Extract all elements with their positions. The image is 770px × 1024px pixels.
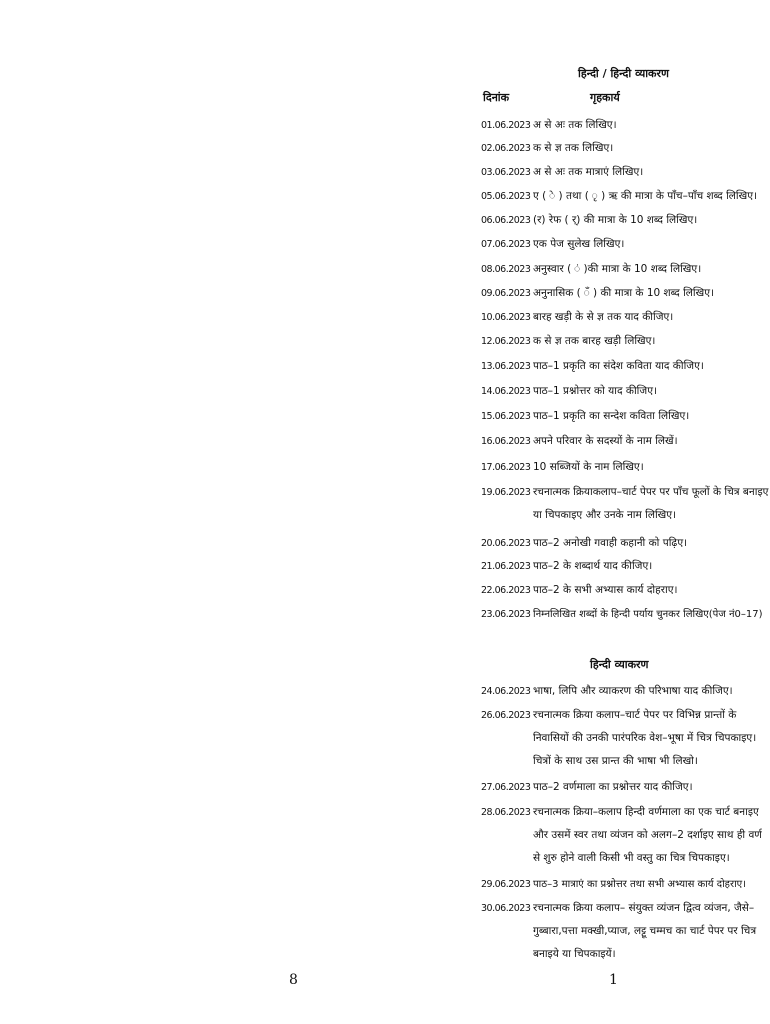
row-homework: 10 सब्जियों के नाम लिखिए। — [533, 461, 644, 473]
list-item — [481, 430, 678, 453]
list-item — [481, 603, 763, 626]
row-date: 21.06.2023 — [481, 561, 531, 572]
row-homework: अनुनासिक ( ँ ) की मात्रा के 10 शब्द लिखिए। — [533, 287, 715, 299]
row-date: 15.06.2023 — [481, 411, 531, 422]
row-homework: ए ( े ) तथा ( ृ ) ऋ की मात्रा के पाँच–पाँच शब्द लिखिए। — [533, 190, 758, 202]
row-homework: बारह खड़ी के से ज्ञ तक याद कीजिए। — [533, 311, 674, 323]
row-date: 03.06.2023 — [481, 167, 531, 178]
section-title-hindi: हिन्दी / हिन्दी व्याकरण — [578, 67, 669, 80]
row-homework: रचनात्मक क्रिया कलाप–चार्ट पेपर पर विभिन्न प्रान्तों के निवासियों की उनकी पारंपरिक वेश–भूषा में चित्र चिपकाइए। चित्रों के साथ उस प्रान्त की भाषा भी लिखो। — [533, 709, 757, 767]
row-date: 17.06.2023 — [481, 462, 531, 473]
list-item — [481, 873, 746, 896]
section-title-grammar: हिन्दी व्याकरण — [590, 658, 649, 671]
list-item — [481, 114, 617, 137]
row-date: 23.06.2023 — [481, 609, 531, 620]
page-number-left: 8 — [289, 972, 298, 988]
row-date: 13.06.2023 — [481, 361, 531, 372]
list-item — [481, 233, 624, 256]
row-homework: निम्नलिखित शब्दों के हिन्दी पर्याय चुनकर लिखिए(पेज नं0–17) — [533, 609, 763, 620]
list-item — [481, 555, 652, 578]
list-item — [481, 306, 673, 329]
row-homework: पाठ–2 के शब्दार्थ याद कीजिए। — [533, 560, 653, 572]
row-homework: पाठ–1 प्रकृति का संदेश कविता याद कीजिए। — [533, 360, 704, 372]
row-date: 14.06.2023 — [481, 386, 531, 397]
row-date: 16.06.2023 — [481, 436, 531, 447]
list-item — [481, 258, 701, 281]
row-date: 09.06.2023 — [481, 288, 531, 299]
list-item — [481, 209, 697, 232]
list-item — [481, 579, 678, 602]
row-date: 10.06.2023 — [481, 312, 531, 323]
list-item — [481, 456, 644, 479]
row-homework: पाठ–2 अनोखी गवाही कहानी को पढ़िए। — [533, 537, 688, 549]
row-homework: अपने परिवार के सदस्यों के नाम लिखें। — [533, 435, 678, 447]
row-date: 05.06.2023 — [481, 191, 531, 202]
list-item — [481, 532, 687, 555]
row-date: 01.06.2023 — [481, 120, 531, 131]
row-date: 07.06.2023 — [481, 239, 531, 250]
list-item — [481, 405, 689, 428]
list-item — [481, 282, 714, 305]
row-date: 27.06.2023 — [481, 782, 531, 793]
row-homework: रचनात्मक क्रिया–कलाप हिन्दी वर्णमाला का एक चार्ट बनाइए और उसमें स्वर तथा व्यंजन को अलग–2 दर्शाइए साथ ही वर्ण से शुरु होने वाली किसी भी वस्तु का चित्र चिपकाइए। — [533, 806, 762, 864]
row-homework: पाठ–2 वर्णमाला का प्रश्नोत्तर याद कीजिए। — [533, 781, 693, 793]
row-date: 22.06.2023 — [481, 585, 531, 596]
row-homework: रचनात्मक क्रियाकलाप–चार्ट पेपर पर पाँच फूलों के चित्र बनाइए या चिपकाइए और उनके नाम लिखिए। — [533, 486, 769, 521]
row-homework: अ से अः तक मात्राएं लिखिए। — [533, 166, 644, 178]
list-item — [481, 481, 770, 527]
list-item — [481, 330, 655, 353]
list-item — [481, 137, 613, 160]
list-item — [481, 776, 693, 799]
row-date: 19.06.2023 — [481, 487, 531, 498]
column-header-homework: गृहकार्य — [590, 91, 620, 104]
row-date: 12.06.2023 — [481, 336, 531, 347]
row-homework: क से ज्ञ तक लिखिए। — [533, 142, 614, 154]
row-homework: पाठ–3 मात्राएं का प्रश्नोत्तर तथा सभी अभ्यास कार्य दोहराए। — [533, 879, 746, 890]
row-date: 20.06.2023 — [481, 538, 531, 549]
row-date: 30.06.2023 — [481, 903, 531, 914]
row-date: 02.06.2023 — [481, 143, 531, 154]
row-homework: पाठ–1 प्रश्नोत्तर को याद कीजिए। — [533, 385, 657, 397]
list-item — [481, 897, 770, 966]
row-homework: पाठ–1 प्रकृति का सन्देश कविता लिखिए। — [533, 410, 690, 422]
list-item — [481, 680, 733, 703]
row-date: 08.06.2023 — [481, 264, 531, 275]
list-item — [481, 704, 770, 773]
row-date: 28.06.2023 — [481, 807, 531, 818]
column-header-date: दिनांक — [483, 91, 510, 104]
page-number-right: 1 — [609, 972, 618, 988]
row-homework: एक पेज सुलेख लिखिए। — [533, 238, 625, 250]
row-homework: क से ज्ञ तक बारह खड़ी लिखिए। — [533, 335, 656, 347]
row-homework: (र) रेफ ( र्) की मात्रा के 10 शब्द लिखिए। — [533, 214, 698, 226]
row-date: 26.06.2023 — [481, 710, 531, 721]
row-homework: भाषा, लिपि और व्याकरण की परिभाषा याद कीजिए। — [533, 685, 733, 697]
row-date: 06.06.2023 — [481, 215, 531, 226]
row-homework: अ से अः तक लिखिए। — [533, 119, 617, 131]
row-homework: अनुस्वार ( ं )की मात्रा के 10 शब्द लिखिए। — [533, 263, 702, 275]
list-item — [481, 161, 643, 184]
list-item — [481, 801, 770, 870]
list-item — [481, 355, 704, 378]
row-homework: पाठ–2 के सभी अभ्यास कार्य दोहराए। — [533, 584, 678, 596]
list-item — [481, 185, 757, 208]
row-homework: रचनात्मक क्रिया कलाप– संयुक्त व्यंजन द्वित्व व्यंजन, जैसे–गुब्बारा,पत्ता मक्खी,प्याज, लट्टू चम्मच का चार्ट पेपर पर चित्र बनाइये या चिपकाइयें। — [533, 902, 757, 960]
list-item — [481, 380, 657, 403]
row-date: 24.06.2023 — [481, 686, 531, 697]
row-date: 29.06.2023 — [481, 879, 531, 890]
